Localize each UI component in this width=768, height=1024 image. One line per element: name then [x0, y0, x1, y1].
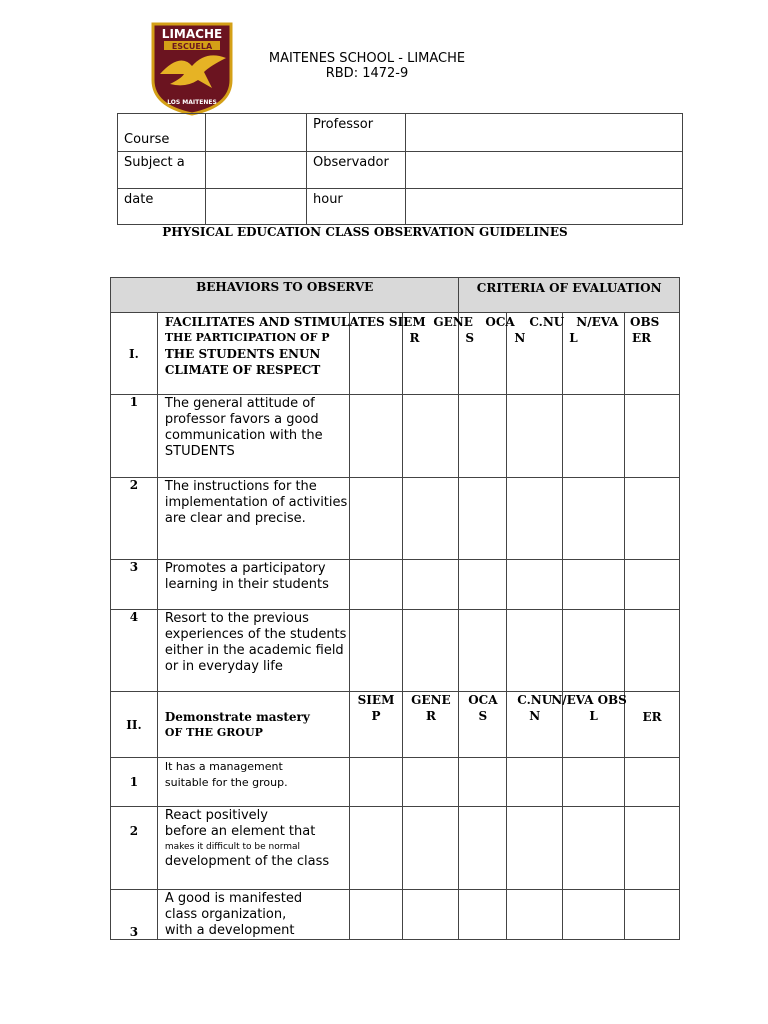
section-1-header-row — [111, 313, 680, 395]
item-number: 3 — [111, 560, 158, 610]
section-1-criteria-3: C.NU — [529, 315, 565, 329]
rating-cell[interactable] — [625, 807, 680, 890]
rating-cell[interactable] — [349, 890, 403, 940]
rating-cell[interactable] — [349, 758, 403, 807]
rating-cell[interactable] — [563, 807, 625, 890]
section-1-criteria-4b: L — [569, 331, 578, 345]
rating-cell[interactable] — [403, 610, 459, 692]
rating-cell[interactable] — [459, 610, 507, 692]
section-1-roman: I. — [111, 313, 158, 395]
section-2-criteria-6: ER — [625, 692, 680, 758]
section-2-criteria-1b: P — [371, 709, 381, 723]
behaviors-header: BEHAVIORS TO OBSERVE — [111, 278, 459, 313]
rating-cell[interactable] — [625, 758, 680, 807]
item-description-line: makes it difficult to be normal — [164, 842, 301, 852]
rating-cell[interactable] — [459, 890, 507, 940]
rating-cell[interactable] — [625, 890, 680, 940]
item-description-line: suitable for the group. — [164, 776, 288, 789]
observer-field[interactable] — [406, 152, 683, 189]
rating-cell[interactable] — [625, 478, 680, 560]
professor-field[interactable] — [406, 114, 683, 152]
rating-cell[interactable] — [459, 560, 507, 610]
table-row — [111, 807, 680, 890]
rating-cell[interactable] — [403, 560, 459, 610]
rating-cell[interactable] — [507, 890, 563, 940]
table-row — [111, 478, 680, 560]
rating-cell[interactable] — [507, 560, 563, 610]
observer-label: Observador — [307, 152, 406, 189]
item-description: The general attitude of professor favors a good communication with the STUDENTS — [157, 395, 349, 478]
table-row — [111, 610, 680, 692]
info-table — [117, 113, 683, 225]
rating-cell[interactable] — [625, 560, 680, 610]
item-number: 2 — [111, 807, 158, 890]
item-description-line: React positively — [164, 808, 268, 823]
section-2-criteria-2b: R — [425, 709, 436, 723]
table-row — [111, 395, 680, 478]
section-2-criteria-5b: L — [589, 709, 598, 723]
section-2-criteria-3b: S — [478, 709, 488, 723]
section-1-criteria-2b: S — [465, 331, 475, 345]
school-rbd: RBD: 1472-9 — [325, 66, 409, 81]
rating-cell[interactable] — [459, 807, 507, 890]
section-1-criteria-5b: ER — [632, 331, 652, 345]
section-1-criteria-1: GENE — [433, 315, 473, 329]
section-1-title-line1: FACILITATES AND STIMULATES SIEM — [164, 315, 426, 329]
rating-cell[interactable] — [563, 395, 625, 478]
rating-cell[interactable] — [459, 478, 507, 560]
rating-cell[interactable] — [349, 807, 403, 890]
rating-cell[interactable] — [625, 610, 680, 692]
rating-cell[interactable] — [563, 478, 625, 560]
section-1-criteria-2: OCA — [485, 315, 515, 329]
rating-cell[interactable] — [349, 395, 403, 478]
table-row — [111, 758, 680, 807]
course-field[interactable] — [206, 114, 307, 152]
section-1-title-line4: CLIMATE OF RESPECT — [164, 363, 321, 377]
rating-cell[interactable] — [403, 807, 459, 890]
subject-label: Subject a — [118, 152, 206, 189]
section-2-title-line2: OF THE GROUP — [164, 725, 263, 739]
date-field[interactable] — [206, 189, 307, 225]
rating-cell[interactable] — [507, 807, 563, 890]
section-1-criteria-3b: N — [514, 331, 526, 345]
table-row — [111, 560, 680, 610]
item-description-line: development of the class — [164, 854, 330, 869]
school-logo — [150, 22, 234, 116]
section-2-roman: II. — [111, 692, 158, 758]
item-number: 1 — [111, 758, 158, 807]
rating-cell[interactable] — [507, 478, 563, 560]
section-2-criteria-1: SIEM — [357, 693, 395, 707]
rating-cell[interactable] — [459, 758, 507, 807]
table-row — [111, 890, 680, 940]
section-2-title-line1: Demonstrate mastery — [164, 709, 310, 724]
item-number: 2 — [111, 478, 158, 560]
item-description-line: class organization, — [164, 907, 287, 922]
rating-cell[interactable] — [507, 395, 563, 478]
rating-cell[interactable] — [403, 395, 459, 478]
item-number: 3 — [111, 890, 158, 940]
course-label: Course — [118, 114, 206, 152]
rating-cell[interactable] — [403, 478, 459, 560]
item-description-line: It has a management — [164, 760, 283, 773]
rating-cell[interactable] — [507, 610, 563, 692]
section-1-criteria-5: OBS — [630, 315, 660, 329]
section-2-header-row — [111, 692, 680, 758]
guidelines-title: PHYSICAL EDUCATION CLASS OBSERVATION GUIDELINES — [162, 225, 568, 239]
item-description-line: before an element that — [164, 824, 316, 839]
rating-cell[interactable] — [349, 560, 403, 610]
rating-cell[interactable] — [349, 610, 403, 692]
logo-top-text: LIMACHE — [161, 27, 223, 41]
hour-label: hour — [307, 189, 406, 225]
rating-cell[interactable] — [403, 890, 459, 940]
rating-cell[interactable] — [563, 560, 625, 610]
school-name: MAITENES SCHOOL - LIMACHE — [268, 51, 466, 66]
item-description: The instructions for the implementation of activities are clear and precise. — [157, 478, 349, 560]
criteria-header: CRITERIA OF EVALUATION — [459, 278, 680, 313]
rating-cell[interactable] — [459, 395, 507, 478]
rating-cell[interactable] — [349, 313, 403, 395]
rating-cell[interactable] — [563, 890, 625, 940]
school-header — [240, 51, 494, 81]
observation-grid — [110, 277, 680, 940]
rating-cell[interactable] — [625, 395, 680, 478]
date-label: date — [118, 189, 206, 225]
subject-field[interactable] — [206, 152, 307, 189]
item-number: 1 — [111, 395, 158, 478]
section-1-criteria-4: N/EVA — [576, 315, 619, 329]
item-description-line: A good is manifested — [164, 891, 303, 906]
section-2-criteria-2: GENE — [411, 693, 451, 707]
section-2-criteria-3: OCA — [468, 693, 498, 707]
rating-cell[interactable] — [403, 758, 459, 807]
section-1-title-line3: THE STUDENTS ENUN — [164, 347, 321, 361]
section-2-criteria-4b: N — [529, 709, 541, 723]
rating-cell[interactable] — [563, 758, 625, 807]
item-number: 4 — [111, 610, 158, 692]
item-description: Promotes a participatory learning in their students — [157, 560, 349, 610]
logo-bottom-text: LOS MAITENES — [167, 99, 217, 106]
section-2-criteria-4: C.NU — [517, 693, 553, 707]
rating-cell[interactable] — [563, 610, 625, 692]
hour-field[interactable] — [406, 189, 683, 225]
logo-middle-text: ESCUELA — [171, 42, 213, 51]
section-1-title-line2: THE PARTICIPATION OF P — [164, 331, 330, 344]
rating-cell[interactable] — [349, 478, 403, 560]
section-2-criteria-5: N/EVA OBS — [551, 693, 627, 707]
item-description: Resort to the previous experiences of the students either in the academic field or in everyday life — [157, 610, 349, 692]
item-description-line: with a development — [164, 923, 295, 938]
rating-cell[interactable] — [507, 758, 563, 807]
professor-label: Professor — [307, 114, 406, 152]
section-1-criteria-1b: R — [403, 313, 459, 395]
